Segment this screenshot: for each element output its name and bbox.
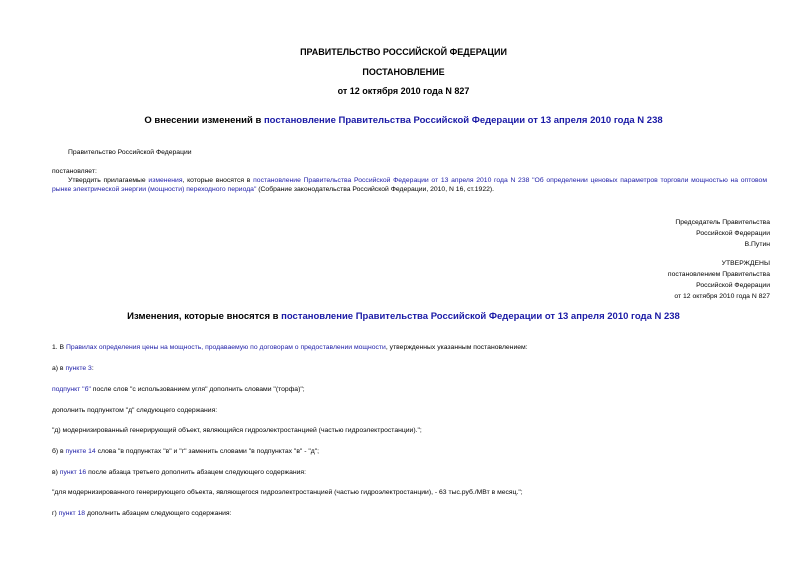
item-1-text-2: , утвержденных указанным постановлением: (385, 344, 528, 351)
item-a-text-2: : (91, 365, 94, 372)
subpoint-b-link[interactable]: подпункт "б" (52, 386, 91, 393)
resolution-238-link[interactable]: постановление Правительства Российской Федерации от 13 апреля 2010 года N 238 "Об определении ценовых параметров торговли мощностью на оптовом рынке электрической энергии (мощности) переходного периода" (52, 177, 768, 193)
item-g-text-2: дополнить абзацем следующего содержания: (85, 510, 232, 517)
approve-text-3: (Собрание законодательства Российской Федерации, 2010, N 16, ст.1922). (256, 186, 495, 193)
changes-title-link[interactable]: постановление Правительства Российской Федерации от 13 апреля 2010 года N 238 (281, 311, 680, 322)
approve-text-2: , которые вносятся в (182, 177, 254, 184)
point-14-link[interactable]: пункте 14 (65, 448, 96, 455)
approved-label: УТВЕРЖДЕНЫ (721, 260, 770, 267)
signature-title-2: Российской Федерации (696, 230, 770, 237)
item-v-text: "для модернизированного генерирующего объекта, являющегося гидроэлектростанцией (частью гидроэлектростанции), - 63 тыс.руб./МВт в месяц."; (52, 489, 523, 496)
item-a-subpoint-text: после слов "с использованием угля" дополнить словами "(торфа)"; (90, 386, 305, 393)
approved-line-4: от 12 октября 2010 года N 827 (674, 293, 770, 300)
item-b (52, 447, 319, 456)
item-b-text-1: б) в (52, 448, 66, 455)
approve-paragraph (52, 176, 767, 194)
item-1 (52, 343, 528, 352)
government-heading: ПРАВИТЕЛЬСТВО РОССИЙСКОЙ ФЕДЕРАЦИИ (300, 47, 507, 57)
document-type: ПОСТАНОВЛЕНИЕ (362, 67, 445, 77)
document-title-prefix: О внесении изменений в (144, 115, 264, 126)
item-a (52, 364, 94, 373)
point-18-link[interactable]: пункт 18 (58, 510, 86, 517)
item-b-text-2: слова "в подпунктах "в" и "г" заменить словами "в подпунктах "в" - "д"; (95, 448, 320, 455)
document-date-number: от 12 октября 2010 года N 827 (337, 86, 470, 96)
changes-link[interactable]: изменения (148, 177, 183, 184)
issuer-text: Правительство Российской Федерации (68, 149, 192, 156)
signature-name: В.Путин (744, 241, 770, 248)
changes-title-prefix: Изменения, которые вносятся в (127, 311, 282, 322)
approved-line-2: постановлением Правительства (667, 271, 770, 278)
item-1-text-1: 1. В (52, 344, 66, 351)
approve-text-1: Утвердить прилагаемые (68, 177, 149, 184)
signature-title-1: Председатель Правительства (675, 219, 770, 226)
item-a-d: "д) модернизированный генерирующий объект, являющийся гидроэлектростанцией (частью гидроэлектростанции)."; (52, 427, 422, 434)
changes-title (0, 311, 807, 322)
point-16-link[interactable]: пункт 16 (59, 469, 87, 476)
document-title-link[interactable]: постановление Правительства Российской Федерации от 13 апреля 2010 года N 238 (263, 115, 663, 126)
resolves-text: постановляет: (52, 168, 97, 175)
item-a-add: дополнить подпунктом "д" следующего содержания: (52, 407, 218, 414)
item-v (52, 468, 306, 477)
item-a-subpoint (52, 385, 305, 394)
approved-line-3: Российской Федерации (696, 282, 770, 289)
point-3-link[interactable]: пункте 3 (65, 365, 92, 372)
pricing-rules-link[interactable]: Правилах определения цены на мощность, продаваемую по договорам о предоставлении мощности (65, 344, 386, 351)
document-title (0, 115, 807, 126)
item-v-text-1: в) (52, 469, 60, 476)
item-a-text-1: а) в (52, 365, 66, 372)
item-v-text-2: после абзаца третьего дополнить абзацем следующего содержания: (86, 469, 306, 476)
item-g (52, 509, 232, 518)
item-g-text-1: г) (52, 510, 59, 517)
